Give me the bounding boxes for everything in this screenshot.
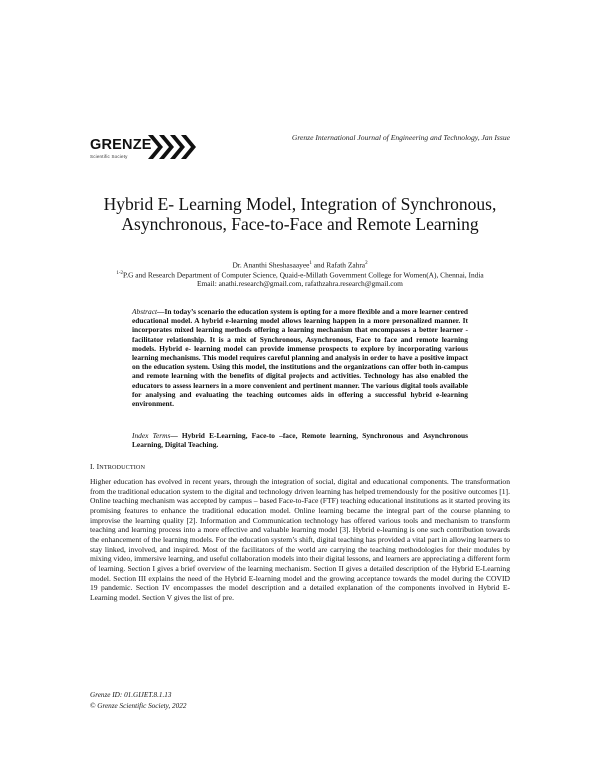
journal-name: Grenze International Journal of Engineering and Technology, Jan Issue	[291, 133, 510, 142]
publisher-logo	[88, 134, 198, 166]
author-2-sup: 2	[365, 261, 368, 266]
footer-copyright: © Grenze Scientific Society, 2022	[90, 701, 187, 710]
author-and: and	[311, 260, 327, 270]
paper-title	[70, 194, 530, 234]
logo-text: GRENZE	[90, 137, 152, 153]
section-heading	[90, 462, 145, 471]
abstract-label: Abstract	[132, 307, 158, 316]
footer	[90, 690, 186, 711]
author-1-sup: 1	[309, 261, 312, 266]
affiliation-text: P.G and Research Department of Computer Science, Quaid-e-Millath Government College for Women(A), Chennai, India	[122, 270, 484, 280]
author-2: Rafath Zahra	[326, 260, 366, 270]
author-emails: Email: anathi.research@gmail.com, rafathzahra.research@gmail.com	[197, 279, 403, 288]
title-line-2: Asynchronous, Face-to-Face and Remote Learning	[121, 214, 479, 234]
logo-subtext: Scientific Society	[90, 154, 128, 159]
section-number: I. I	[90, 462, 100, 471]
abstract-text: —In today’s scenario the education system is opting for a more flexible and a more learner centred educational model. A hybrid e-learning model allows learning happen in a more personalized manner. It incorporates mixed learning methods offering a learning mechanism that encompasses a better learner - facilitator relationship. It is a mix of Synchronous, Asynchronous, Face to face and remote learning models. Hybrid e- learning model can provide immense prospects to explore by incorporating various learning mechanisms. This model requires careful planning and analysis in order to have a positive impact on the education system. Using this model, the institutions and the organizations can offer both in-campus and remote learning with the benefits of digital projects and activities. Technology has also enabled the educators to assess learners in a more convenient and pertinent manner. The various digital tools available for analysing and evaluating the teaching outcomes aids in offering a successful hybrid e-learning environment.	[132, 307, 468, 409]
index-terms	[132, 431, 468, 450]
affiliation-sup: 1-2	[116, 271, 123, 276]
abstract	[132, 307, 468, 408]
index-terms-label: Index Terms	[132, 431, 171, 440]
chevrons-icon	[146, 134, 198, 160]
section-title: NTRODUCTION	[99, 464, 146, 471]
author-1: Dr. Ananthi Sheshasaayee	[232, 260, 310, 270]
footer-id: Grenze ID: 01.GIJET.8.1.13	[90, 691, 172, 699]
title-line-1: Hybrid E- Learning Model, Integration of Synchronous,	[103, 194, 497, 214]
index-terms-text: — Hybrid E-Learning, Face-to –face, Remote learning, Synchronous and Asynchronous Learning, Digital Teaching.	[132, 431, 469, 450]
body-paragraph: Higher education has evolved in recent years, through the integration of social, digital and educational components. The transformation from the traditional education system to the digital and technology driven learning has helped tremendously for the positive outcomes [1]. Online teaching mechanism was accepted by campus – based Face-to-Face (FTF) teaching educational institutions as it started proving its promising features to enhance the traditional education model. Online learning became the integral part of the course planning to improvise the learning quality [2]. Information and Communication technology has offered various tools and mechanism to transform teaching and learning process into a more effective and valuable learning model [3]. Hybrid e-learning is one such contribution towards the enhancement of the learning models. For the education system’s shift, digital teaching has provided a vital part in allowing learners to stay linked, involved, and inspired. Most of the facilitators of the world are carrying the teaching methodologies for their modules by mixing video, immersive learning, and useful collaboration models into their digital lessons, and learners are appreciating a different form of learning. Section I gives a brief overview of the learning mechanism. Section II gives a detailed description of the Hybrid E-Learning model. Section III explains the need of the Hybrid E-learning model and the growing acceptance towards the model during the COVID 19 pandemic. Section IV encompasses the model description and a detailed explanation of the components involved in Hybrid E-Learning model. Section V gives the list of pre.	[90, 477, 510, 602]
